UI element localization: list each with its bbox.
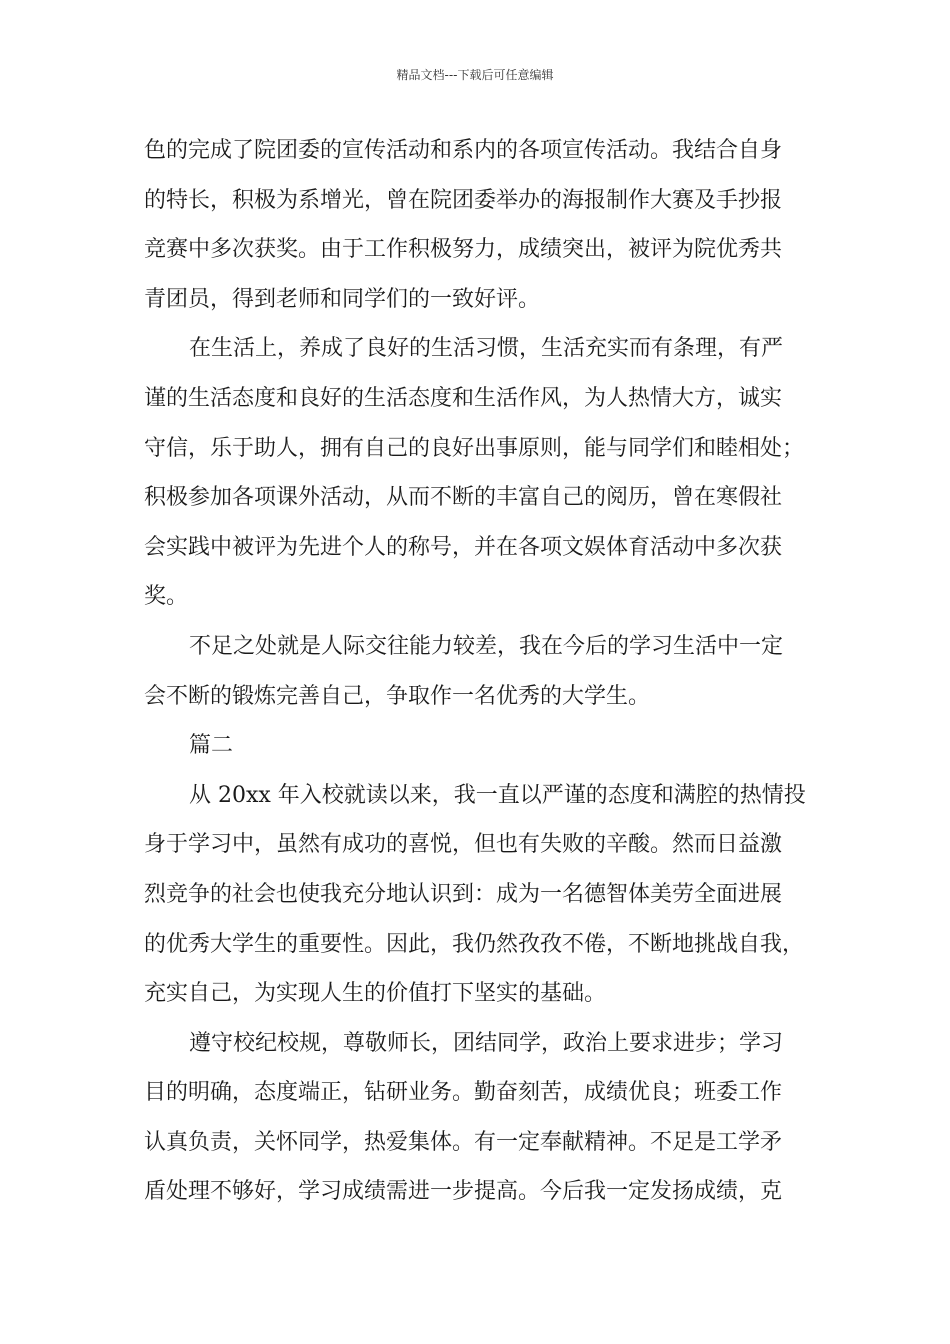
text-line: 会实践中被评为先进个人的称号，并在各项文娱体育活动中多次获	[144, 534, 783, 560]
text-line: 充实自己，为实现人生的价值打下坚实的基础。	[144, 981, 607, 1007]
text-line: 遵守校纪校规，尊敬师长，团结同学，政治上要求进步；学习	[189, 1030, 784, 1056]
document-body	[144, 131, 824, 1222]
text-line: 色的完成了院团委的宣传活动和系内的各项宣传活动。我结合自身	[144, 138, 783, 163]
page-header: 精品文档---下载后可任意编辑	[396, 68, 554, 82]
text-line: 认真负责，关怀同学，热爱集体。有一定奉献精神。不足是工学矛	[144, 1129, 783, 1155]
text-line: 身于学习中，虽然有成功的喜悦，但也有失败的辛酸。然而日益激	[144, 832, 783, 858]
text-line: 奖。	[144, 584, 189, 610]
text-line: 会不断的锻炼完善自己，争取作一名优秀的大学生。	[144, 683, 651, 709]
text-line: 守信，乐于助人，拥有自己的良好出事原则，能与同学们和睦相处；	[144, 435, 805, 461]
text-line: 的优秀大学生的重要性。因此，我仍然孜孜不倦，不断地挑战自我，	[144, 931, 805, 957]
text-line: 的特长，积极为系增光，曾在院团委举办的海报制作大赛及手抄报	[144, 187, 783, 213]
text-line: 谨的生活态度和良好的生活态度和生活作风，为人热情大方，诚实	[144, 385, 783, 411]
text-line: 在生活上，养成了良好的生活习惯，生活充实而有条理，有严	[189, 336, 784, 362]
text-line: 竞赛中多次获奖。由于工作积极努力，成绩突出，被评为院优秀共	[144, 237, 783, 263]
text-line: 篇二	[189, 733, 234, 759]
text-line: 目的明确，态度端正，钻研业务。勤奋刻苦，成绩优良；班委工作	[144, 1080, 783, 1106]
text-line: 盾处理不够好，学习成绩需进一步提高。今后我一定发扬成绩，克	[144, 1179, 783, 1205]
text-line: 不足之处就是人际交往能力较差，我在今后的学习生活中一定	[189, 633, 784, 659]
text-line: 从 20xx 年入校就读以来，我一直以严谨的态度和满腔的热情投	[189, 782, 806, 808]
text-line: 烈竞争的社会也使我充分地认识到：成为一名德智体美劳全面进展	[144, 881, 783, 907]
text-line: 积极参加各项课外活动，从而不断的丰富自己的阅历，曾在寒假社	[144, 485, 783, 511]
text-line: 青团员，得到老师和同学们的一致好评。	[144, 286, 541, 312]
